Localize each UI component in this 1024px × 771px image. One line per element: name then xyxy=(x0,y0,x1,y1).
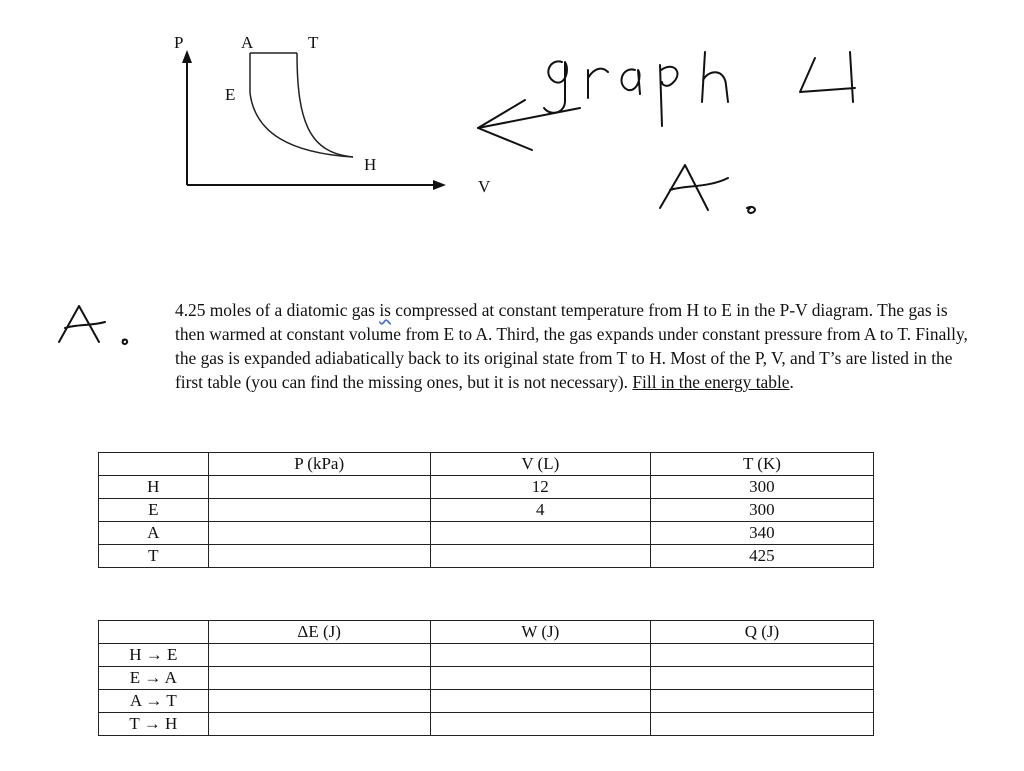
table-cell[interactable]: 425 xyxy=(650,545,873,568)
table-cell[interactable] xyxy=(208,499,430,522)
table-row xyxy=(99,476,874,499)
table-cell[interactable]: 340 xyxy=(650,522,873,545)
path-h-e xyxy=(250,93,353,157)
table-cell[interactable] xyxy=(430,690,650,713)
row-label: H → E xyxy=(99,644,209,667)
point-t-label: T xyxy=(308,33,319,52)
row-label: T xyxy=(99,545,209,568)
row-label: A → T xyxy=(99,690,209,713)
table-row xyxy=(99,499,874,522)
state-table xyxy=(98,452,874,568)
row-label: T → H xyxy=(99,713,209,736)
handwritten-note xyxy=(470,30,890,230)
table-cell[interactable] xyxy=(650,667,873,690)
problem-statement xyxy=(175,298,975,394)
problem-text-end: . xyxy=(789,372,794,392)
table-row xyxy=(99,667,874,690)
table-cell[interactable] xyxy=(430,545,650,568)
table-cell[interactable] xyxy=(208,644,430,667)
pv-diagram xyxy=(160,28,520,228)
header-cell xyxy=(99,453,209,476)
table-cell[interactable]: 4 xyxy=(430,499,650,522)
table-cell[interactable] xyxy=(208,667,430,690)
margin-answer-graphic xyxy=(55,300,135,350)
table-cell[interactable]: 300 xyxy=(650,499,873,522)
p-axis-arrow-icon xyxy=(182,50,192,63)
header-cell: Q (J) xyxy=(650,621,873,644)
energy-table xyxy=(98,620,874,736)
table-row xyxy=(99,522,874,545)
problem-instruction: Fill in the energy table xyxy=(632,372,790,392)
table-row xyxy=(99,713,874,736)
table-cell[interactable] xyxy=(430,713,650,736)
table-cell[interactable] xyxy=(430,644,650,667)
table-row xyxy=(99,545,874,568)
handwritten-note-graphic xyxy=(470,30,890,230)
header-cell xyxy=(99,621,209,644)
v-axis-label: V xyxy=(478,177,491,196)
point-a-label: A xyxy=(241,33,254,52)
table-cell[interactable]: 12 xyxy=(430,476,650,499)
table-cell[interactable] xyxy=(208,522,430,545)
table-cell[interactable] xyxy=(430,522,650,545)
point-e-label: E xyxy=(225,85,236,104)
margin-answer-mark xyxy=(55,300,135,350)
table-cell[interactable] xyxy=(650,713,873,736)
table-row xyxy=(99,690,874,713)
table-cell[interactable] xyxy=(208,713,430,736)
table-cell[interactable] xyxy=(650,690,873,713)
v-axis-arrow-icon xyxy=(433,180,446,190)
pv-diagram-graphic xyxy=(160,28,520,228)
table-cell[interactable] xyxy=(650,644,873,667)
state-table-header xyxy=(99,453,874,476)
table-cell[interactable]: 300 xyxy=(650,476,873,499)
p-axis-label: P xyxy=(174,33,184,52)
header-cell: V (L) xyxy=(430,453,650,476)
row-label: A xyxy=(99,522,209,545)
table-cell[interactable] xyxy=(208,690,430,713)
path-t-h xyxy=(297,53,353,157)
header-cell: P (kPa) xyxy=(208,453,430,476)
problem-text-1: 4.25 moles of a diatomic gas xyxy=(175,300,380,320)
problem-text-2: compressed at constant temperature from H to E in the P-V diagram. The gas is then warmed at constant volume from E to A. Third, the gas expands under constant pressure from A to T. Finally, the gas is expanded adiabatically back to its original state from T to H. Most of the P, V, and T’s are listed in the first table (you can find the missing ones, but it is not necessary). xyxy=(175,300,968,392)
table-row xyxy=(99,644,874,667)
energy-table-header xyxy=(99,621,874,644)
header-cell: W (J) xyxy=(430,621,650,644)
row-label: E → A xyxy=(99,667,209,690)
hand-arrow-head-icon xyxy=(478,100,532,150)
table-cell[interactable] xyxy=(208,476,430,499)
problem-text-is: is xyxy=(379,300,391,320)
table-cell[interactable] xyxy=(208,545,430,568)
row-label: H xyxy=(99,476,209,499)
row-label: E xyxy=(99,499,209,522)
header-cell: ΔE (J) xyxy=(208,621,430,644)
header-cell: T (K) xyxy=(650,453,873,476)
table-cell[interactable] xyxy=(430,667,650,690)
point-h-label: H xyxy=(364,155,377,174)
